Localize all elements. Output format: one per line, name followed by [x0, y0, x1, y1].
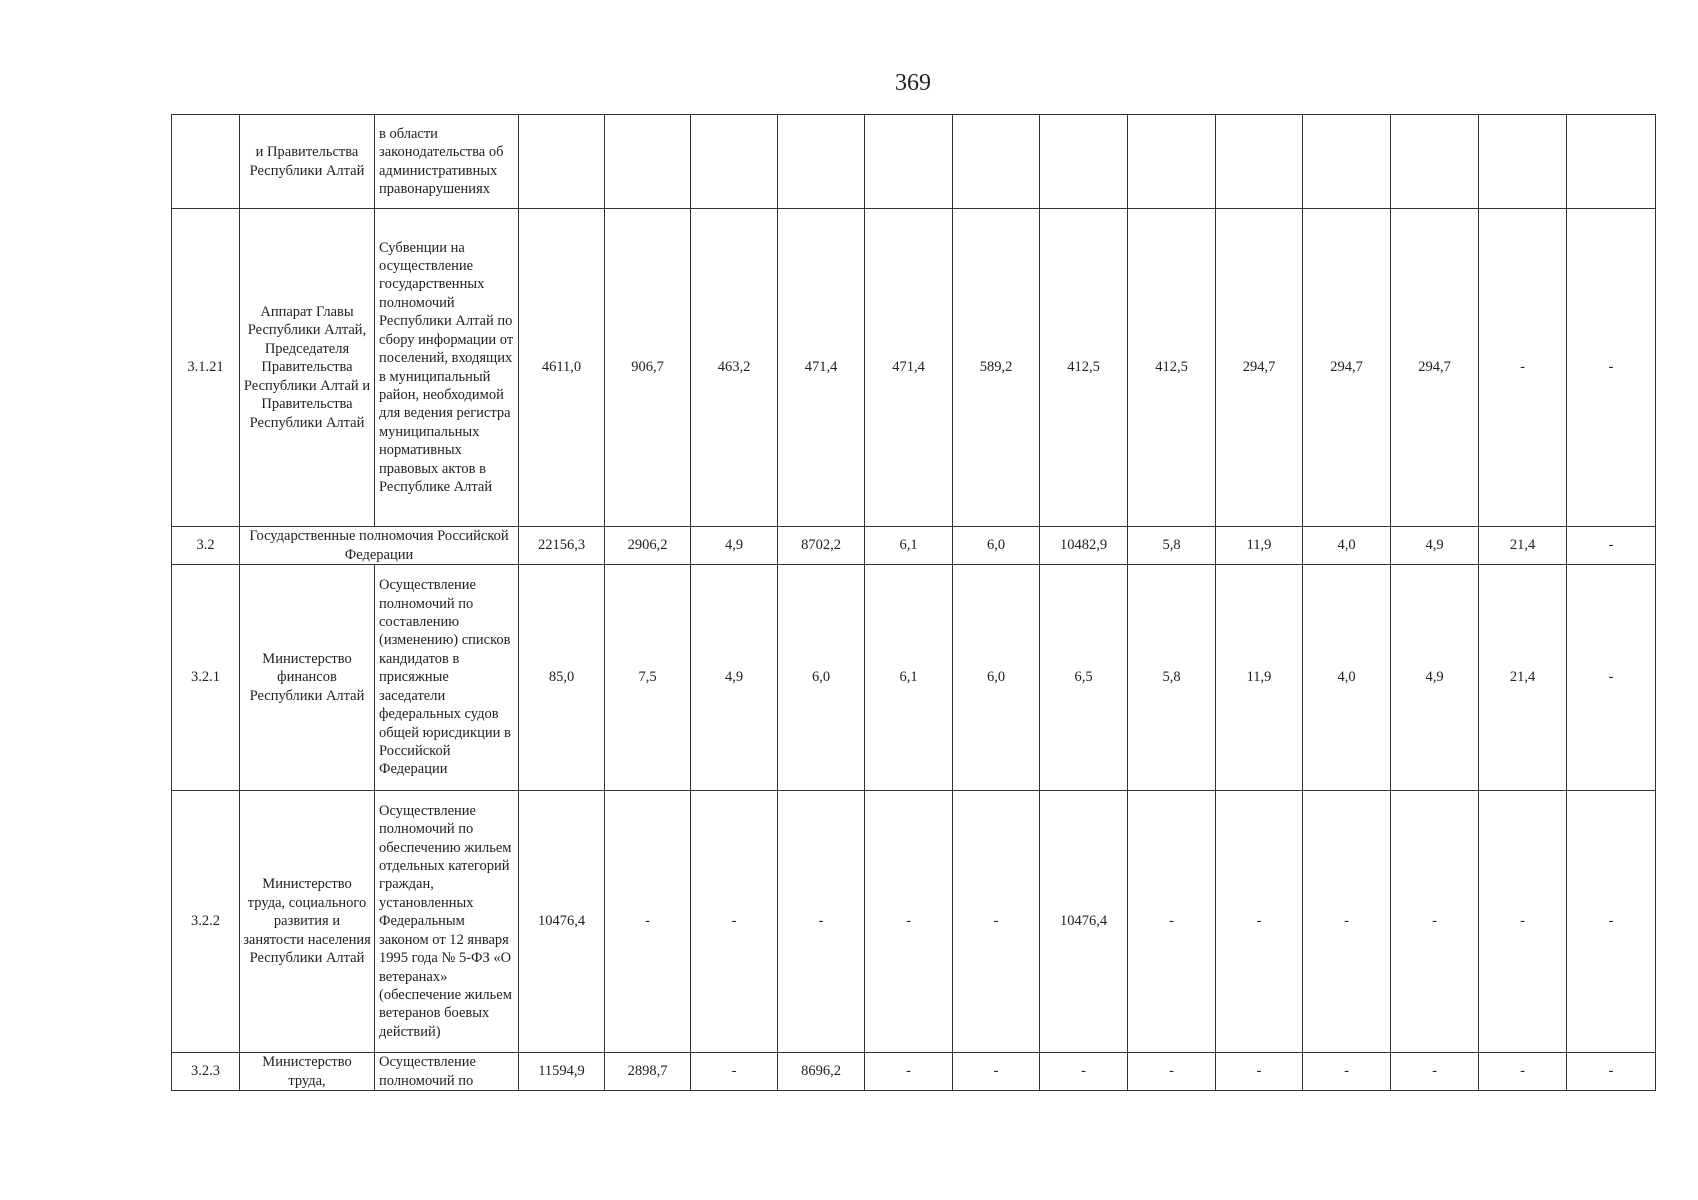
row-number: 3.2.2 — [172, 791, 240, 1053]
value-cell: 4,9 — [1391, 565, 1479, 791]
value-cell: 471,4 — [865, 209, 953, 527]
description-cell: Осуществление полномочий по составлению (изменению) списков кандидатов в присяжные заседатели федеральных судов общей юрисдикции в Российской Федерации — [375, 565, 519, 791]
value-cell: 4,9 — [1391, 527, 1479, 565]
value-cell — [691, 115, 778, 209]
description-cell: Осуществление полномочий по — [375, 1053, 519, 1091]
value-cell: 8702,2 — [778, 527, 865, 565]
value-cell: - — [1303, 791, 1391, 1053]
value-cell: 8696,2 — [778, 1053, 865, 1091]
value-cell: 906,7 — [605, 209, 691, 527]
value-cell: - — [1391, 1053, 1479, 1091]
row-number — [172, 115, 240, 209]
value-cell: 294,7 — [1216, 209, 1303, 527]
value-cell: 6,0 — [953, 565, 1040, 791]
value-cell: 294,7 — [1391, 209, 1479, 527]
value-cell: 10476,4 — [519, 791, 605, 1053]
row-number: 3.2 — [172, 527, 240, 565]
table-row — [172, 791, 1656, 1053]
value-cell: - — [691, 1053, 778, 1091]
value-cell — [953, 115, 1040, 209]
row-number: 3.2.3 — [172, 1053, 240, 1091]
value-cell: 21,4 — [1479, 565, 1567, 791]
value-cell — [1216, 115, 1303, 209]
value-cell: 10476,4 — [1040, 791, 1128, 1053]
value-cell: - — [1128, 791, 1216, 1053]
organization-cell: Министерство финансов Республики Алтай — [240, 565, 375, 791]
value-cell: 5,8 — [1128, 527, 1216, 565]
value-cell: - — [691, 791, 778, 1053]
value-cell: 11,9 — [1216, 527, 1303, 565]
organization-cell: Министерство труда, — [240, 1053, 375, 1091]
value-cell: - — [1040, 1053, 1128, 1091]
value-cell: - — [605, 791, 691, 1053]
value-cell: - — [1216, 791, 1303, 1053]
value-cell: 6,0 — [778, 565, 865, 791]
value-cell: 22156,3 — [519, 527, 605, 565]
value-cell — [1303, 115, 1391, 209]
value-cell: 7,5 — [605, 565, 691, 791]
value-cell: - — [1391, 791, 1479, 1053]
value-cell — [1040, 115, 1128, 209]
page-number: 369 — [895, 70, 931, 96]
value-cell: 294,7 — [1303, 209, 1391, 527]
value-cell: 412,5 — [1128, 209, 1216, 527]
value-cell: - — [1479, 1053, 1567, 1091]
value-cell — [1128, 115, 1216, 209]
value-cell: 10482,9 — [1040, 527, 1128, 565]
value-cell: 589,2 — [953, 209, 1040, 527]
table-row — [172, 209, 1656, 527]
value-cell: 412,5 — [1040, 209, 1128, 527]
value-cell — [865, 115, 953, 209]
value-cell: 4,9 — [691, 527, 778, 565]
table-row — [172, 565, 1656, 791]
row-number: 3.1.21 — [172, 209, 240, 527]
table-row — [172, 1053, 1656, 1091]
description-cell: в области законодательства об административных правонарушениях — [375, 115, 519, 209]
value-cell: 21,4 — [1479, 527, 1567, 565]
value-cell — [605, 115, 691, 209]
value-cell: 2906,2 — [605, 527, 691, 565]
value-cell: - — [953, 1053, 1040, 1091]
value-cell: - — [1128, 1053, 1216, 1091]
value-cell: 463,2 — [691, 209, 778, 527]
description-cell: Субвенции на осуществление государственных полномочий Республики Алтай по сбору информации от поселений, входящих в муниципальный район, необходимой для ведения регистра муниципальных нормативных правовых актов в Республике Алтай — [375, 209, 519, 527]
value-cell: 11594,9 — [519, 1053, 605, 1091]
value-cell: 5,8 — [1128, 565, 1216, 791]
row-number: 3.2.1 — [172, 565, 240, 791]
organization-cell: Аппарат Главы Республики Алтай, Председателя Правительства Республики Алтай и Правительства Республики Алтай — [240, 209, 375, 527]
value-cell: 6,1 — [865, 527, 953, 565]
value-cell: 85,0 — [519, 565, 605, 791]
value-cell: - — [1303, 1053, 1391, 1091]
value-cell: 4,0 — [1303, 527, 1391, 565]
value-cell: 11,9 — [1216, 565, 1303, 791]
value-cell: 4,0 — [1303, 565, 1391, 791]
value-cell: - — [865, 1053, 953, 1091]
value-cell: 6,1 — [865, 565, 953, 791]
value-cell: - — [778, 791, 865, 1053]
table-row — [172, 115, 1656, 209]
value-cell: - — [1567, 527, 1656, 565]
value-cell — [778, 115, 865, 209]
value-cell — [519, 115, 605, 209]
value-cell: - — [1567, 209, 1656, 527]
section-title: Государственные полномочия Российской Федерации — [240, 527, 519, 565]
value-cell: - — [1567, 565, 1656, 791]
table-row — [172, 527, 1656, 565]
description-cell: Осуществление полномочий по обеспечению жильем отдельных категорий граждан, установленных Федеральным законом от 12 января 1995 года № 5-ФЗ «О ветеранах» (обеспечение жильем ветеранов боевых действий) — [375, 791, 519, 1053]
value-cell: 4611,0 — [519, 209, 605, 527]
value-cell: - — [1567, 791, 1656, 1053]
value-cell: 471,4 — [778, 209, 865, 527]
value-cell: 2898,7 — [605, 1053, 691, 1091]
budget-table — [171, 114, 1656, 1091]
value-cell — [1567, 115, 1656, 209]
value-cell: - — [953, 791, 1040, 1053]
organization-cell: Министерство труда, социального развития и занятости населения Республики Алтай — [240, 791, 375, 1053]
value-cell: 6,5 — [1040, 565, 1128, 791]
value-cell: - — [1567, 1053, 1656, 1091]
value-cell — [1479, 115, 1567, 209]
value-cell: - — [865, 791, 953, 1053]
value-cell — [1391, 115, 1479, 209]
organization-cell: и Правительства Республики Алтай — [240, 115, 375, 209]
value-cell: 6,0 — [953, 527, 1040, 565]
value-cell: - — [1479, 791, 1567, 1053]
value-cell: 4,9 — [691, 565, 778, 791]
value-cell: - — [1216, 1053, 1303, 1091]
value-cell: - — [1479, 209, 1567, 527]
